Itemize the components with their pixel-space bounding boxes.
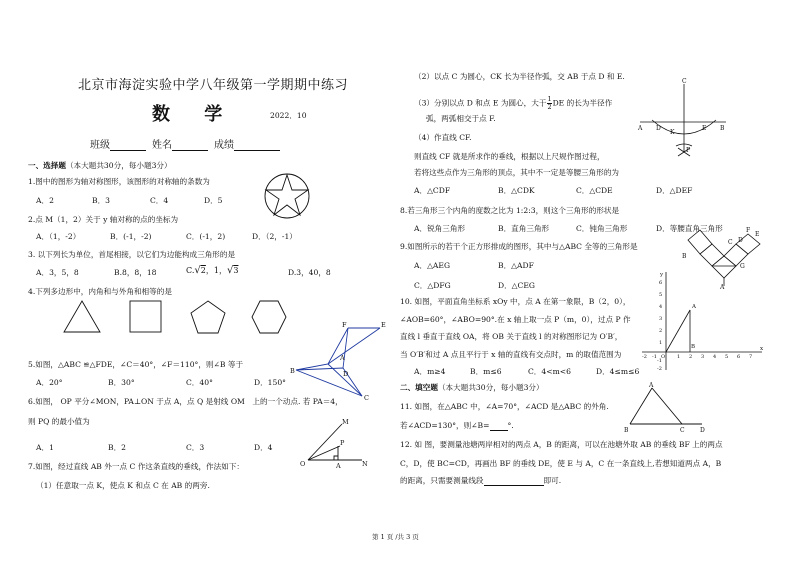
q4-option-b-square[interactable] bbox=[128, 299, 164, 335]
q10-label-b: B bbox=[691, 344, 696, 350]
q1-option-b[interactable]: B．3 bbox=[92, 196, 111, 205]
q6-label-p: P bbox=[340, 439, 345, 447]
q7-option-a[interactable]: A．△CDF bbox=[414, 186, 451, 195]
q7-step4: （4）作直线 CF. bbox=[414, 133, 472, 142]
q10-option-d[interactable]: D．4≤m≤6 bbox=[596, 367, 640, 376]
q3-option-d[interactable]: D.3，40，8 bbox=[288, 268, 331, 277]
svg-text:-1: -1 bbox=[657, 358, 662, 364]
q4-option-c-pentagon[interactable] bbox=[189, 299, 227, 335]
q9-option-c[interactable]: C．△DFG bbox=[414, 281, 451, 290]
q7-step1: （1）任意取一点 K，使点 K 和点 C 在 AB 的两旁. bbox=[36, 481, 210, 490]
q7-conclusion: 则直线 CF 就是所求作的垂线，根据以上尺规作图过程， bbox=[414, 152, 605, 161]
q9-label-e: E bbox=[755, 231, 760, 238]
q9-option-d[interactable]: D．△CEG bbox=[498, 281, 535, 290]
q9-label-a: A bbox=[720, 284, 725, 290]
q5-label-e: E bbox=[381, 321, 386, 329]
q11-triangle-figure bbox=[622, 380, 708, 434]
subject-title: 数 学 bbox=[152, 104, 237, 125]
q11-text2: 若∠ACD=130°，则∠B= °. bbox=[400, 421, 514, 430]
q9-label-f: F bbox=[746, 227, 751, 234]
q8-option-a[interactable]: A．锐角三角形 bbox=[414, 224, 466, 233]
q7-construction-figure bbox=[636, 76, 728, 158]
q10-coordinate-figure bbox=[640, 268, 766, 372]
q8-text: 8.若三角形三个内角的度数之比为 1:2:3，则这个三角形的形状是 bbox=[400, 206, 620, 215]
q7-label-c: C bbox=[682, 78, 687, 85]
q5-option-b[interactable]: B．30° bbox=[108, 378, 135, 387]
q2-option-a[interactable]: A．（1，-2） bbox=[36, 232, 81, 241]
q5-option-a[interactable]: A．20° bbox=[36, 378, 63, 387]
student-info-fields bbox=[90, 136, 280, 151]
q6-text: 6.如图， OP 平分∠MON，PA⊥ON 于点 A，点 Q 是射线 OM 上的一个动点. 若 PA＝4， bbox=[28, 397, 343, 406]
q4-option-d-hexagon[interactable] bbox=[250, 299, 288, 335]
q7-step2: （2）以点 C 为圆心，CK 长为半径作弧，交 AB 于点 D 和 E. bbox=[414, 72, 625, 81]
q3-text: 3. 以下列长为单位，首尾相接，以它们为边能构成三角形的是 bbox=[28, 250, 236, 259]
q6-option-d[interactable]: D．4 bbox=[254, 443, 273, 452]
q12-line1: 12. 如 图，要测量池塘两岸相对的两点 A，B 的距离，可以在池塘外取 AB 的垂线 BF 上的两点 bbox=[400, 440, 723, 449]
q7-label-k: K bbox=[670, 129, 675, 136]
exam-date: 2022．10 bbox=[270, 111, 307, 120]
class-label: 班级 bbox=[90, 140, 110, 151]
q1-option-d[interactable]: D．5 bbox=[204, 196, 223, 205]
q6-option-b[interactable]: B．2 bbox=[108, 443, 127, 452]
q6-label-o: O bbox=[300, 460, 306, 468]
q11-label-b: B bbox=[624, 427, 629, 434]
q1-option-c[interactable]: C．4 bbox=[150, 196, 169, 205]
svg-text:1: 1 bbox=[659, 340, 663, 346]
q10-option-c[interactable]: C．4<m<6 bbox=[528, 367, 571, 376]
q5-label-b: B bbox=[290, 367, 295, 375]
q2-option-c[interactable]: C．(-1，2) bbox=[186, 232, 226, 241]
q11-label-a: A bbox=[649, 382, 654, 389]
svg-text:5: 5 bbox=[725, 354, 729, 360]
q1-star-circle-figure bbox=[262, 172, 312, 220]
q10-label-a: A bbox=[692, 304, 696, 310]
q8-option-b[interactable]: B．直角三角形 bbox=[498, 224, 550, 233]
svg-text:3: 3 bbox=[659, 316, 663, 322]
q5-label-f: F bbox=[342, 321, 347, 329]
svg-text:4: 4 bbox=[713, 354, 717, 360]
q6-text2: 则 PQ 的最小值为 bbox=[28, 417, 90, 426]
q7-label-e: E bbox=[702, 125, 707, 132]
q6-option-c[interactable]: C．3 bbox=[186, 443, 205, 452]
q6-label-a: A bbox=[336, 462, 341, 468]
q9-label-b: B bbox=[682, 253, 687, 260]
q9-option-b[interactable]: B．△ADF bbox=[498, 261, 534, 270]
svg-text:1: 1 bbox=[677, 354, 681, 360]
q5-label-a: A bbox=[340, 354, 345, 362]
q5-congruent-triangles-figure bbox=[288, 318, 390, 402]
svg-text:-2: -2 bbox=[642, 354, 647, 360]
q3-option-a[interactable]: A．3，5，8 bbox=[36, 268, 79, 277]
q12-line2: C，D，使 BC=CD，再画出 BF 的垂线 DE，使 E 与 A，C 在一条直线上,若想知道两点 A，B bbox=[400, 459, 722, 468]
svg-text:6: 6 bbox=[737, 354, 741, 360]
svg-text:2: 2 bbox=[659, 328, 663, 334]
q5-option-c[interactable]: C．40° bbox=[186, 378, 213, 387]
q11-label-d: D bbox=[700, 427, 705, 434]
exam-title: 北京市海淀实验中学八年级第一学期期中练习 bbox=[78, 78, 349, 93]
score-blank[interactable] bbox=[234, 140, 280, 151]
q7-label-a: A bbox=[638, 125, 643, 132]
q7-label-d: D bbox=[656, 125, 661, 132]
q10-axis-y: y bbox=[660, 272, 664, 278]
svg-text:2: 2 bbox=[689, 354, 693, 360]
q7-option-b[interactable]: B．△CDK bbox=[498, 186, 535, 195]
q2-option-d[interactable]: D．（2，-1） bbox=[252, 232, 297, 241]
q6-angle-bisector-figure bbox=[298, 416, 370, 468]
q3-option-b[interactable]: B.8，8，18 bbox=[114, 268, 157, 277]
q11-label-c: C bbox=[680, 427, 685, 434]
q11-text: 11. 如图，在△ABC 中，∠A=70°，∠ACD 是△ABC 的外角. bbox=[400, 402, 609, 411]
q2-text: 2.点 M（1，2）关于 y 轴对称的点的坐标为 bbox=[28, 215, 179, 224]
svg-text:3: 3 bbox=[701, 354, 705, 360]
score-label: 成绩 bbox=[214, 140, 234, 151]
q6-label-m: M bbox=[342, 418, 349, 426]
q4-text: 4.下列多边形中，内角和与外角和相等的是 bbox=[28, 287, 172, 296]
q9-label-d: D bbox=[738, 237, 743, 244]
name-blank[interactable] bbox=[172, 140, 208, 151]
q10-option-b[interactable]: B．m≤6 bbox=[470, 367, 502, 376]
q10-line1: 10. 如图，平面直角坐标系 xOy 中，点 A 在第一象限，B（2，0）， bbox=[400, 297, 631, 306]
q12-line3: 的距离，只需要测量线段 即可. bbox=[400, 476, 562, 485]
svg-text:-2: -2 bbox=[657, 366, 662, 372]
q6-option-a[interactable]: A．1 bbox=[36, 443, 54, 452]
q7-label-f: F bbox=[686, 147, 691, 154]
section2-heading: 二、填空题（本大题共30分，每小题3分） bbox=[400, 383, 544, 392]
q8-option-c[interactable]: C．钝角三角形 bbox=[576, 224, 628, 233]
q9-label-g: G bbox=[740, 263, 745, 270]
q10-line3: 直线 l 垂直于直线 OA，将 OB 关于直线 l 的对称图形记为 O′B′， bbox=[400, 332, 623, 341]
q9-label-c: C bbox=[728, 239, 733, 246]
q1-option-a[interactable]: A．2 bbox=[36, 196, 54, 205]
q9-text: 9.如图所示的若干个正方形排成的图形，其中与△ABC 全等的三角形是 bbox=[400, 242, 638, 251]
q11-answer-blank[interactable] bbox=[490, 422, 508, 431]
page-footer: 第 1 页 /共 3 页 bbox=[372, 533, 419, 541]
svg-text:-1: -1 bbox=[652, 354, 657, 360]
q8-option-d[interactable]: D．等腰直角三角形 bbox=[656, 224, 723, 233]
q1-text: 1.图中的图形为轴对称图形，该图形的对称轴的条数为 bbox=[28, 177, 210, 186]
svg-text:6: 6 bbox=[659, 280, 663, 286]
q7-text: 7.如图，经过直线 AB 外一点 C 作这条直线的垂线，作法如下： bbox=[28, 462, 245, 471]
q5-label-d: D bbox=[343, 370, 349, 378]
q6-label-n: N bbox=[362, 460, 368, 468]
q5-option-d[interactable]: D．150° bbox=[254, 378, 286, 387]
q7-step3: （3）分别以点 D 和点 E 为圆心，大于 $\frac{1}{2}$ DE 的长为半径作 bbox=[414, 95, 613, 111]
svg-text:7: 7 bbox=[749, 354, 753, 360]
q7-label-b: B bbox=[720, 125, 725, 132]
q7-option-c[interactable]: C．△CDE bbox=[576, 186, 613, 195]
svg-text:5: 5 bbox=[659, 292, 663, 298]
q2-option-b[interactable]: B．(-1，-2) bbox=[110, 232, 152, 241]
q7-step3c: 弧，两弧相交于点 F. bbox=[426, 114, 496, 123]
q4-option-a-triangle[interactable] bbox=[62, 299, 102, 335]
q5-label-c: C bbox=[364, 394, 369, 402]
name-label: 姓名 bbox=[152, 140, 172, 151]
q10-line2: ∠AOB=60°，∠ABO=90°.在 x 轴上取一点 P（m，0），过点 P 作 bbox=[400, 315, 631, 324]
class-blank[interactable] bbox=[110, 140, 146, 151]
q3-option-c[interactable]: C.√2，1，√3 bbox=[186, 265, 239, 276]
q10-line4: 当 O′B′和过 A 点且平行于 x 轴的直线有交点时，m 的取值范围为 bbox=[400, 350, 622, 359]
svg-text:4: 4 bbox=[659, 304, 663, 310]
q7-conclusion2: 若将这些点作为三角形的顶点，其中不一定是等腰三角形的为 bbox=[414, 168, 620, 177]
q7-option-d[interactable]: D．△DEF bbox=[656, 186, 693, 195]
q12-answer-blank[interactable] bbox=[484, 477, 544, 486]
q10-option-a[interactable]: A．m≥4 bbox=[414, 367, 446, 376]
svg-text:O: O bbox=[661, 354, 666, 360]
q9-option-a[interactable]: A．△AEG bbox=[414, 261, 451, 270]
section1-heading: 一、选择题（本大题共30分，每小题3分） bbox=[28, 161, 172, 170]
q5-text: 5.如图，△ABC ≌△FDE，∠C＝40°，∠F＝110°，则∠B 等于 bbox=[28, 360, 244, 369]
q10-axis-x: x bbox=[760, 346, 764, 352]
